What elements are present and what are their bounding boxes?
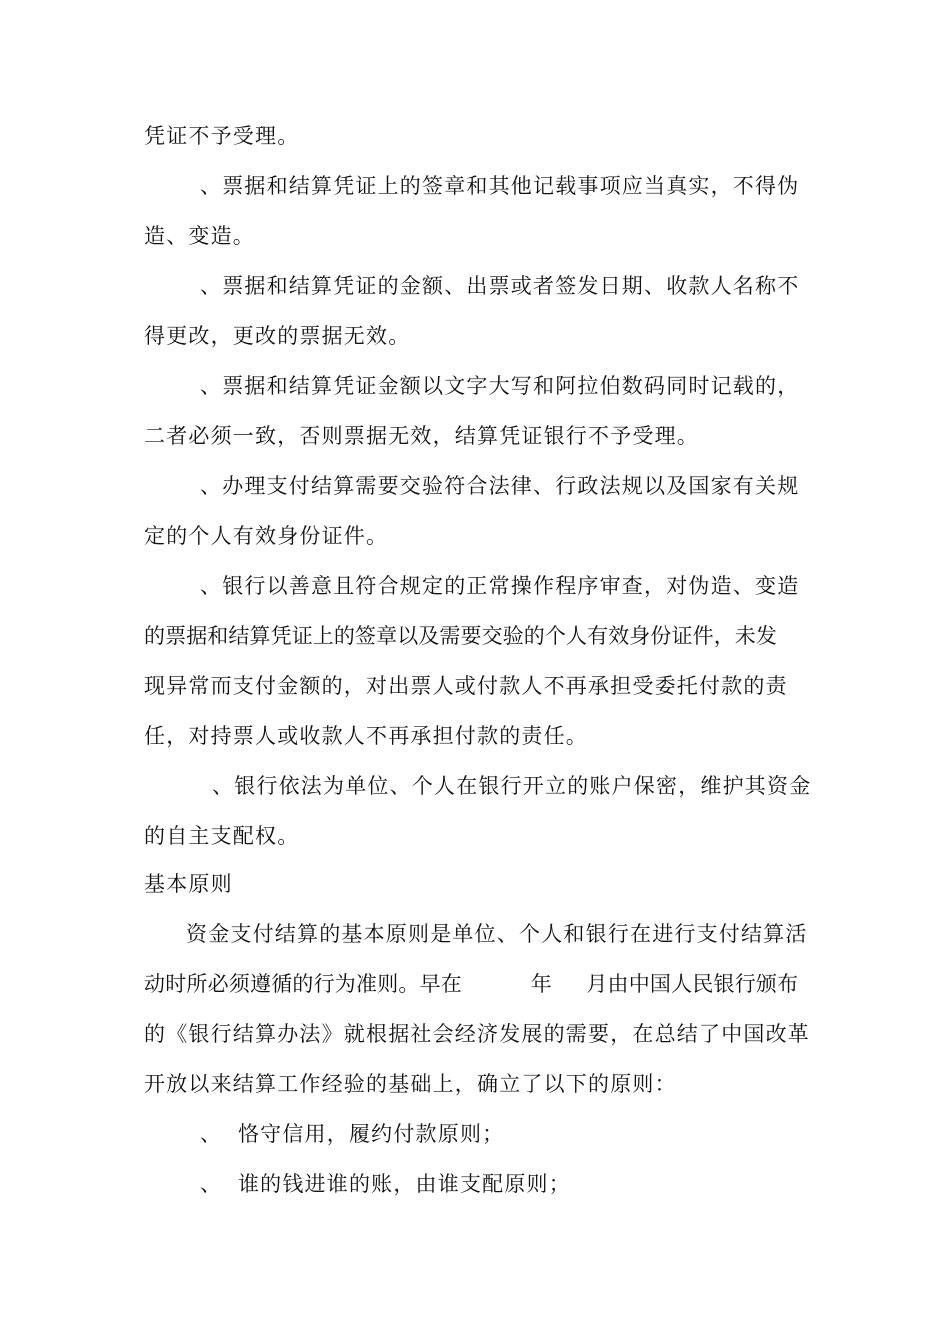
text-line-9: 定的个人有效身份证件。 [144, 524, 389, 548]
text-line-13: 任，对持票人或收款人不再承担付款的责任。 [144, 724, 588, 748]
text-line-2: 、票据和结算凭证上的签章和其他记载事项应当真实，不得伪 [200, 174, 800, 198]
section-heading: 基本原则 [144, 872, 233, 896]
text-line-14: 、银行依法为单位、个人在银行开立的账户保密，维护其资金 [212, 774, 812, 798]
text-line-15: 的自主支配权。 [144, 824, 300, 848]
text-line-17: 资金支付结算的基本原则是单位、个人和银行在进行支付结算活 [186, 922, 808, 946]
text-line-5: 得更改，更改的票据无效。 [144, 324, 411, 348]
list-item-1: 、 恪守信用，履约付款原则； [200, 1122, 505, 1146]
text-line-3: 造、变造。 [144, 224, 255, 248]
text-line-7: 二者必须一致，否则票据无效，结算凭证银行不予受理。 [144, 424, 699, 448]
text-line-19: 的《银行结算办法》就根据社会经济发展的需要，在总结了中国改革 [144, 1022, 810, 1046]
text-line-20: 开放以来结算工作经验的基础上，确立了以下的原则： [144, 1072, 677, 1096]
text-line-10: 、银行以善意且符合规定的正常操作程序审查，对伪造、变造 [200, 574, 800, 598]
text-line-4: 、票据和结算凭证的金额、出票或者签发日期、收款人名称不 [200, 274, 800, 298]
text-line-1: 凭证不予受理。 [144, 124, 300, 148]
text-line-6: 、票据和结算凭证金额以文字大写和阿拉伯数码同时记载的， [200, 374, 800, 398]
list-item-2: 、 谁的钱进谁的账，由谁支配原则； [200, 1172, 571, 1196]
text-line-12: 现异常而支付金额的，对出票人或付款人不再承担受委托付款的责 [144, 674, 788, 698]
text-line-8: 、办理支付结算需要交验符合法律、行政法规以及国家有关规 [200, 474, 800, 498]
text-line-18: 动时所必须遵循的行为准则。早在 年 月由中国人民银行颁布 [144, 972, 799, 996]
text-line-11: 的票据和结算凭证上的签章以及需要交验的个人有效身份证件，未发 [144, 624, 777, 648]
